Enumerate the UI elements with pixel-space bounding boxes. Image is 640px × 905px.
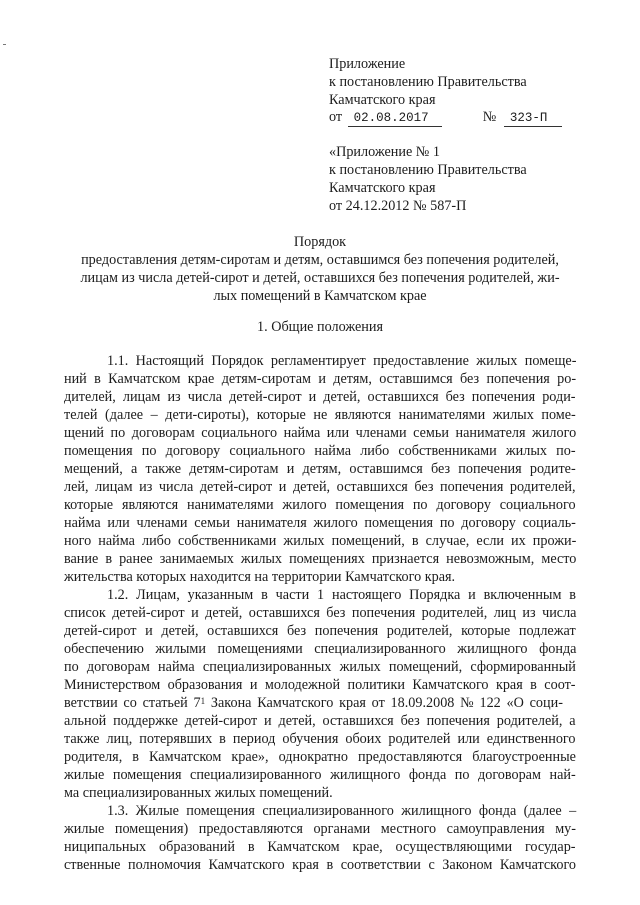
date-value: 02.08.2017 [353,111,429,125]
para-line: альной поддержке детей-сирот и детей, оставшихся без попечения родителей, а [64,713,576,729]
number-value: 323-П [509,111,548,125]
para-line: жилые помещения специализированного жилищного фонда по договорам най- [64,767,576,783]
date-field [348,109,442,127]
para-line: которые являются нанимателями жилого помещения по договору социального [64,497,576,513]
quote-line4: от 24.12.2012 № 587-П [329,198,467,214]
para-line: также лиц, потерявших в период обучения обоих родителей или единственного [64,731,576,747]
para-line: родителя, в Камчатском крае», однократно предоставляются благоустроенные [64,749,576,765]
para-line: найма или членами семьи нанимателя жилого помещения по договору социаль- [64,515,576,531]
para-line: дителей, лицам из числа детей-сирот и детей, оставшихся без попечения роди- [64,389,576,405]
number-field [504,109,562,127]
para-text: ветствии со статьей 7 [64,695,201,711]
para-line: мещений, а также детям-сиротам и детям, оставшимся без попечения родите- [64,461,576,477]
para-line: ний в Камчатском крае детям-сиротам и детям, оставшимся без попечения ро- [64,371,577,387]
para-line: щений по договорам социального найма или членами семьи нанимателя жилого [64,425,577,441]
title-heading: Порядок [293,234,347,250]
quote-line1: «Приложение № 1 [329,144,440,160]
para-line: 1.2. Лицам, указанным в части 1 настоящего Порядка и включенным в [107,587,576,603]
para-line: обеспечению жилыми помещениями специализированного жилищного фонда [64,641,577,657]
appendix-line3: Камчатского края [329,92,436,108]
para-line-with-superscript [64,694,563,712]
appendix-line1: Приложение [329,56,406,72]
para-line: по договорам найма специализированных жилых помещений, сформированный [64,659,576,675]
title-line1: предоставления детям-сиротам и детям, оставшимся без попечения родителей, [81,252,559,268]
appendix-line2: к постановлению Правительства [329,74,527,90]
margin-mark [3,44,6,45]
para-line: лей, лицам из числа детей-сирот и детей, оставшихся без попечения родителей, [64,479,576,495]
para-line: 1.1. Настоящий Порядок регламентирует предоставление жилых помеще- [107,353,577,369]
section-heading: 1. Общие положения [257,319,383,335]
para-line: ниципальных образований в Камчатском крае, осуществляющими государ- [64,839,576,855]
para-line: детей-сирот и детей, оставшихся без попечения родителей, которые подлежат [64,623,576,639]
para-line-last: жительства которых находится на территории Камчатского края. [64,569,456,585]
quote-line2: к постановлению Правительства [329,162,527,178]
para-line: жилые помещения) предоставляются органами местного самоуправления му- [64,821,576,837]
appendix-date-row [329,108,562,127]
para-line: вание в ранее занимаемых жилых помещениях признается невозможным, место [64,551,577,567]
para-line: телей (далее – дети-сироты), которые не являются нанимателями жилых поме- [64,407,576,423]
para-line: Министерством образования и молодежной политики Камчатского края в соот- [64,677,576,693]
para-text: Закона Камчатского края от 18.09.2008 № 122 «О соци- [205,695,563,711]
para-line: список детей-сирот и детей, оставшихся без попечения родителей, лиц из числа [64,605,577,621]
quote-line3: Камчатского края [329,180,436,196]
title-line3: лых помещений в Камчатском крае [213,288,427,304]
superscript: 1 [200,696,206,706]
date-prefix: от [329,109,343,125]
para-line: ного найма либо собственниками жилых помещений, в случае, если их прожи- [64,533,577,549]
title-line2: лицам из числа детей-сирот и детей, оставшихся без попечения родителей, жи- [80,270,560,286]
para-line: помещения по договору социального найма либо собственниками жилых по- [64,443,576,459]
para-line: 1.3. Жилые помещения специализированного жилищного фонда (далее – [107,803,577,819]
para-line: ственные полномочия Камчатского края в соответствии с Законом Камчатского [64,857,577,873]
number-prefix: № [482,109,497,125]
para-line-last: ма специализированных жилых помещений. [64,785,333,801]
